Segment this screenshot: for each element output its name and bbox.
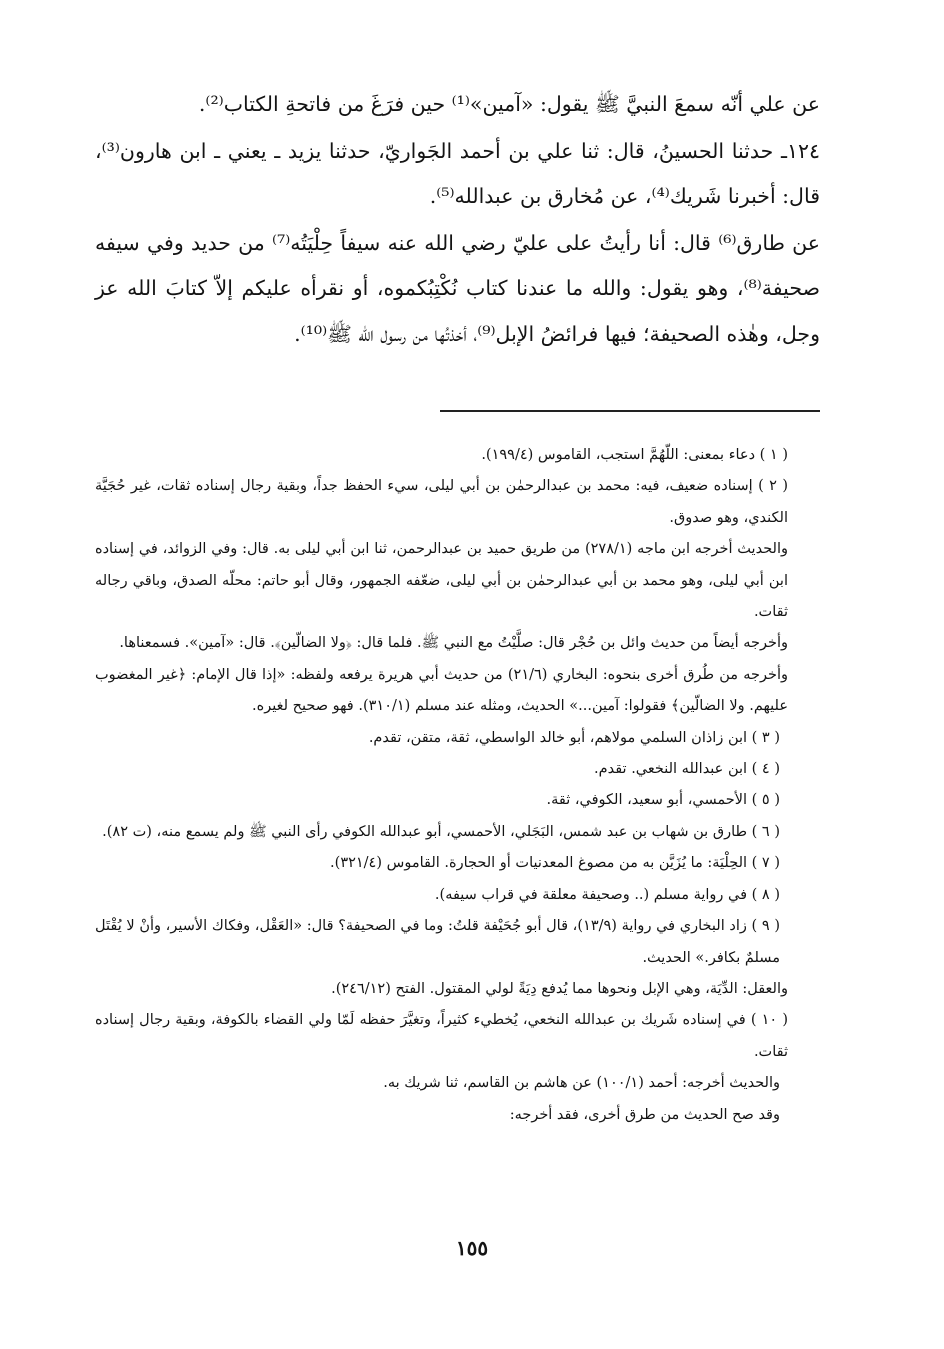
footnote: والحديث أخرجه: أحمد (١٠٠/١) عن هاشم بن القاسم، ثنا شريك به.	[383, 1075, 780, 1092]
main-text-block	[95, 82, 820, 357]
footnote: وقد صح الحديث من طرق أخرى، فقد أخرجه:	[509, 1106, 780, 1123]
footnote: ( ٧ ) الحِلْيَة: ما يُزَيَّن به من مصوغ المعدنيات أو الحجارة. القاموس (٣٢١/٤).	[330, 855, 780, 872]
footnote: ( ٢ ) إسناده ضعيف، فيه: محمد بن عبدالرحمٰن بن أبي ليلى، سيء الحفظ جداً، وبقية رجال إسناده ثقات، غير حُجَيَّة الكندي، وهو صدوق.	[95, 478, 788, 526]
footnote: وأخرجه من طُرق أخرى بنحوه: البخاري (٢١/٦) من حديث أبي هريرة يرفعه ولفظه: «إذا قال الإمام: ﴿غير المغضوب عليهم. ولا الضالّين﴾ فقولوا: آمين...» الحديث، ومثله عند مسلم (٣١٠/١). فهو صحيح لغيره.	[95, 666, 788, 715]
footnotes-block	[95, 440, 820, 1131]
footnote: ( ٥ ) الأحمسي، أبو سعيد، الكوفي، ثقة.	[546, 792, 780, 809]
main-paragraph: عن علي أنّه سمعَ النبيَّ ﷺ يقول: «آمين»⁽¹⁾ حين فرَغَ من فاتحةِ الكتاب⁽²⁾.	[198, 92, 820, 116]
footnote: ( ١ ) دعاء بمعنى: اللّهُمَّ استجب، القاموس (١٩٩/٤).	[481, 447, 788, 463]
footnote: ( ٣ ) ابن زاذان السلمي مولاهم، أبو خالد الواسطي، ثقة، متقن، تقدم.	[368, 729, 780, 746]
footnote: والحديث أخرجه ابن ماجه (٢٧٨/١) من طريق حميد بن عبدالرحمن، ثنا ابن أبي ليلى به. قال: وفي الزوائد، في إسناده ابن أبي ليلى، وهو محمد بن أبي عبدالرحمٰن بن أبي ليلى، ضعّفه الجمهور، وقال أبو حاتم: محلّه الصدق، وباقي رجاله ثقات.	[95, 541, 789, 621]
footnote: ( ٩ ) زاد البخاري في رواية (١٣/٩)، قال أبو جُحَيْفة قلتُ: وما في الصحيفة؟ قال: «العَقْل، وفكاك الأسير، وأنْ لا يُقْتَل مسلمٌ بكافر.» الحديث.	[95, 918, 780, 966]
footnote: ( ٨ ) في رواية مسلم (.. وصحيفة معلقة في قراب سيفه).	[434, 886, 780, 903]
footnote: ( ٤ ) ابن عبدالله النخعي. تقدم.	[594, 761, 780, 778]
footnote: ( ١٠ ) في إسناده شَريك بن عبدالله النخعي، يُخطيء كثيراً، وتغيَّرَ حفظه لَمّا ولي القضاء بالكوفة، وبقية رجال إسناده ثقات.	[95, 1012, 788, 1060]
footnote-separator	[440, 410, 820, 412]
main-paragraph: ١٢٤ـ حدثنا الحسينُ، قال: ثنا علي بن أحمد الجَواريّ، حدثنا يزيد ـ يعني ـ ابن هارون⁽³⁾، قال: أخبرنا شَريك⁽⁴⁾، عن مُخارق بن عبدالله⁽⁵⁾.	[95, 138, 820, 208]
footnote: والعقل: الدِّيَة، وهي الإبل ونحوها مما يُدفع دِيَةً لولي المقتول. الفتح (٢٤٦/١٢).	[331, 980, 788, 997]
main-paragraph: عن طارق⁽⁶⁾ قال: أنا رأيتُ على عليّ رضي الله عنه سيفاً حِلْيَتُه⁽⁷⁾ من حديد وفي سيفه صحيفة⁽⁸⁾، وهو يقول: والله ما عندنا كتاب نُكْتِبُكموه، أو نقرأه عليكم إلاّ كتابَ الله عز وجل، وهٰذه الصحيفة؛ فيها فرائضُ الإبل⁽⁹⁾، أخذتُها من رسول الله ﷺ⁽¹⁰⁾.	[95, 230, 820, 346]
footnote: ( ٦ ) طارق بن شهاب بن عبد شمس، البَجَلي، الأحمسي، أبو عبدالله الكوفي رأى النبي ﷺ ولم يسمع منه، (ت ٨٢).	[102, 823, 780, 840]
footnote: وأخرجه أيضاً من حديث وائل بن حُجْر قال: صلَّيْتُ مع النبي ﷺ. فلما قال: ﴿ولا الضالّين﴾. قال: «آمين». فسمعناها.	[119, 635, 788, 652]
page-number: ١٥٥	[455, 1236, 489, 1260]
